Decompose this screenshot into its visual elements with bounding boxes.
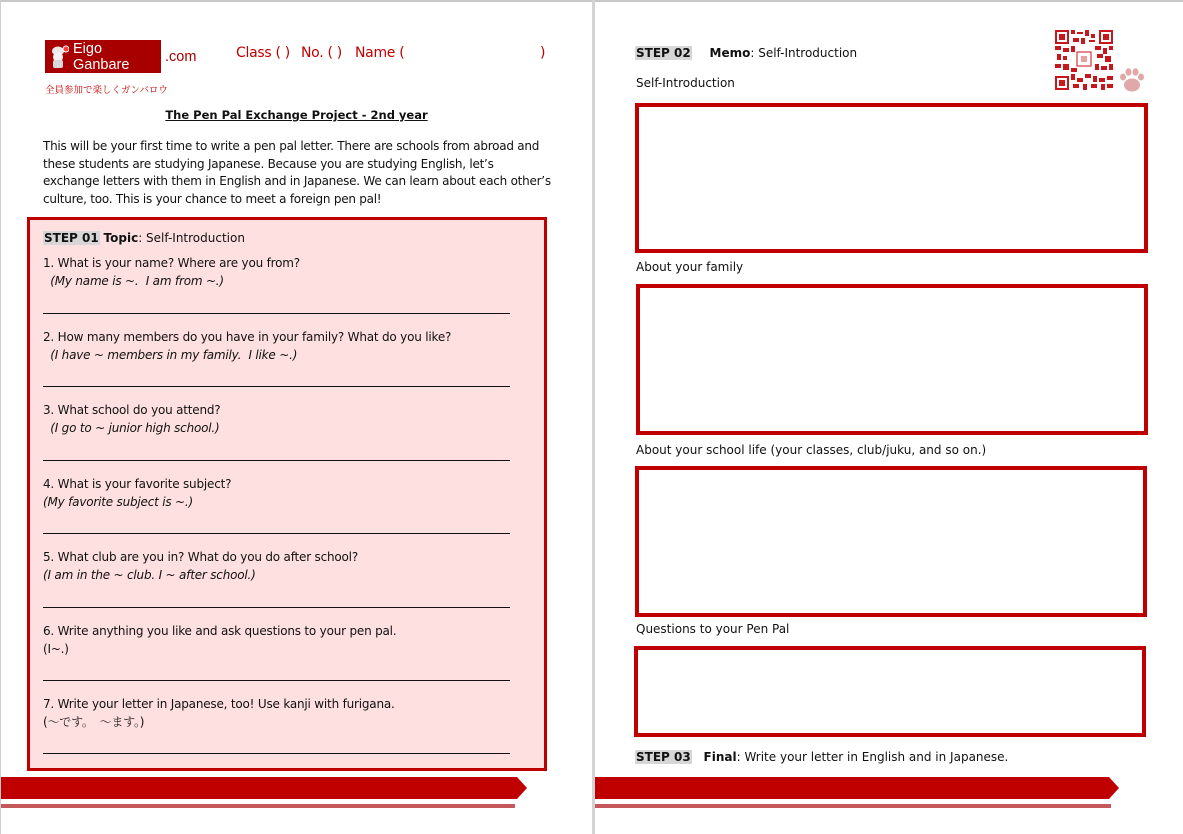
name-field-label[interactable]: Name ( bbox=[355, 45, 405, 61]
topic-value: : Self-Introduction bbox=[138, 231, 245, 245]
question-4 bbox=[43, 476, 231, 511]
memo-label: Memo bbox=[709, 46, 751, 60]
question-hint: (I~.) bbox=[43, 641, 69, 656]
question-hint: (～です。 ～ます。) bbox=[43, 714, 145, 729]
answer-line-4[interactable] bbox=[43, 533, 510, 534]
footer-banner bbox=[595, 777, 1119, 799]
question-1 bbox=[43, 255, 300, 290]
section-label-questions: Questions to your Pen Pal bbox=[636, 622, 790, 636]
step-01-tag: STEP 01 bbox=[44, 231, 99, 245]
question-text: 5. What club are you in? What do you do after school? bbox=[43, 550, 358, 564]
intro-paragraph: This will be your first time to write a pen pal letter. There are schools from abroad and these students are studying Japanese. Because you are studying English, let’s exchange letters with them in English and in Japanese. We can learn about each other’s culture, too. This is your chance to meet a foreign pen pal! bbox=[43, 139, 551, 207]
question-text: 3. What school do you attend? bbox=[43, 403, 221, 417]
footer-underline bbox=[1, 804, 515, 808]
memo-box-questions[interactable] bbox=[634, 646, 1146, 737]
class-field-label[interactable]: Class ( ) bbox=[236, 45, 290, 61]
question-hint: (My favorite subject is ~.) bbox=[43, 494, 194, 509]
question-2 bbox=[43, 329, 451, 364]
paw-print-icon bbox=[1118, 67, 1146, 93]
question-6 bbox=[43, 623, 396, 658]
answer-line-5[interactable] bbox=[43, 607, 510, 608]
logo-brand-text: Eigo Ganbare bbox=[73, 40, 130, 73]
question-hint: (I have ~ members in my family. I like ~.) bbox=[43, 347, 298, 362]
document-title: The Pen Pal Exchange Project - 2nd year bbox=[165, 108, 428, 122]
memo-box-family[interactable] bbox=[636, 284, 1148, 435]
footer-underline bbox=[595, 804, 1111, 808]
question-text: 1. What is your name? Where are you from? bbox=[43, 256, 300, 270]
step-01-heading bbox=[43, 231, 245, 245]
footer-banner bbox=[1, 777, 527, 799]
question-text: 7. Write your letter in Japanese, too! Use kanji with furigana. bbox=[43, 697, 395, 711]
final-value: : Write your letter in English and in Japanese. bbox=[736, 750, 1009, 764]
step-03-heading bbox=[635, 750, 1008, 764]
question-hint: (I am in the ~ club. I ~ after school.) bbox=[43, 567, 256, 582]
logo-badge bbox=[45, 40, 161, 73]
footer-arrow-bar bbox=[1, 777, 527, 799]
step-01-box bbox=[27, 217, 547, 771]
step-02-tag: STEP 02 bbox=[636, 46, 691, 60]
question-7 bbox=[43, 696, 395, 731]
logo-domain-text: .com bbox=[165, 48, 197, 65]
answer-line-2[interactable] bbox=[43, 386, 510, 387]
footer-arrow-bar bbox=[595, 777, 1119, 799]
number-field-label[interactable]: No. ( ) bbox=[301, 45, 342, 61]
answer-line-3[interactable] bbox=[43, 460, 510, 461]
worksheet-page-2 bbox=[595, 2, 1183, 834]
question-3 bbox=[43, 402, 220, 437]
question-text: 4. What is your favorite subject? bbox=[43, 477, 232, 491]
question-5 bbox=[43, 549, 358, 584]
step-03-tag: STEP 03 bbox=[636, 750, 691, 764]
answer-line-6[interactable] bbox=[43, 680, 510, 681]
answer-line-1[interactable] bbox=[43, 313, 510, 314]
step-02-heading bbox=[635, 46, 857, 60]
answer-line-7[interactable] bbox=[43, 753, 510, 754]
name-field-close: ) bbox=[540, 45, 546, 61]
brand-logo bbox=[45, 40, 196, 73]
question-text: 6. Write anything you like and ask questions to your pen pal. bbox=[43, 624, 397, 638]
final-label: Final bbox=[703, 750, 737, 764]
tagline: 全員参加で楽しくガンバロウ bbox=[45, 85, 168, 96]
topic-label: Topic bbox=[103, 231, 139, 245]
chef-mascot-icon bbox=[49, 45, 69, 69]
memo-box-self-intro[interactable] bbox=[635, 103, 1148, 253]
memo-box-school-life[interactable] bbox=[635, 466, 1147, 617]
question-hint: (I go to ~ junior high school.) bbox=[43, 420, 220, 435]
memo-value: : Self-Introduction bbox=[750, 46, 858, 60]
question-hint: (My name is ~. I am from ~.) bbox=[43, 273, 224, 288]
section-label-family: About your family bbox=[636, 260, 744, 274]
section-label-school-life: About your school life (your classes, club/juku, and so on.) bbox=[636, 443, 987, 457]
qr-code-icon bbox=[1055, 30, 1113, 90]
question-text: 2. How many members do you have in your family? What do you like? bbox=[43, 330, 452, 344]
worksheet-page-1 bbox=[1, 2, 592, 834]
section-label-self-intro: Self-Introduction bbox=[636, 76, 735, 90]
